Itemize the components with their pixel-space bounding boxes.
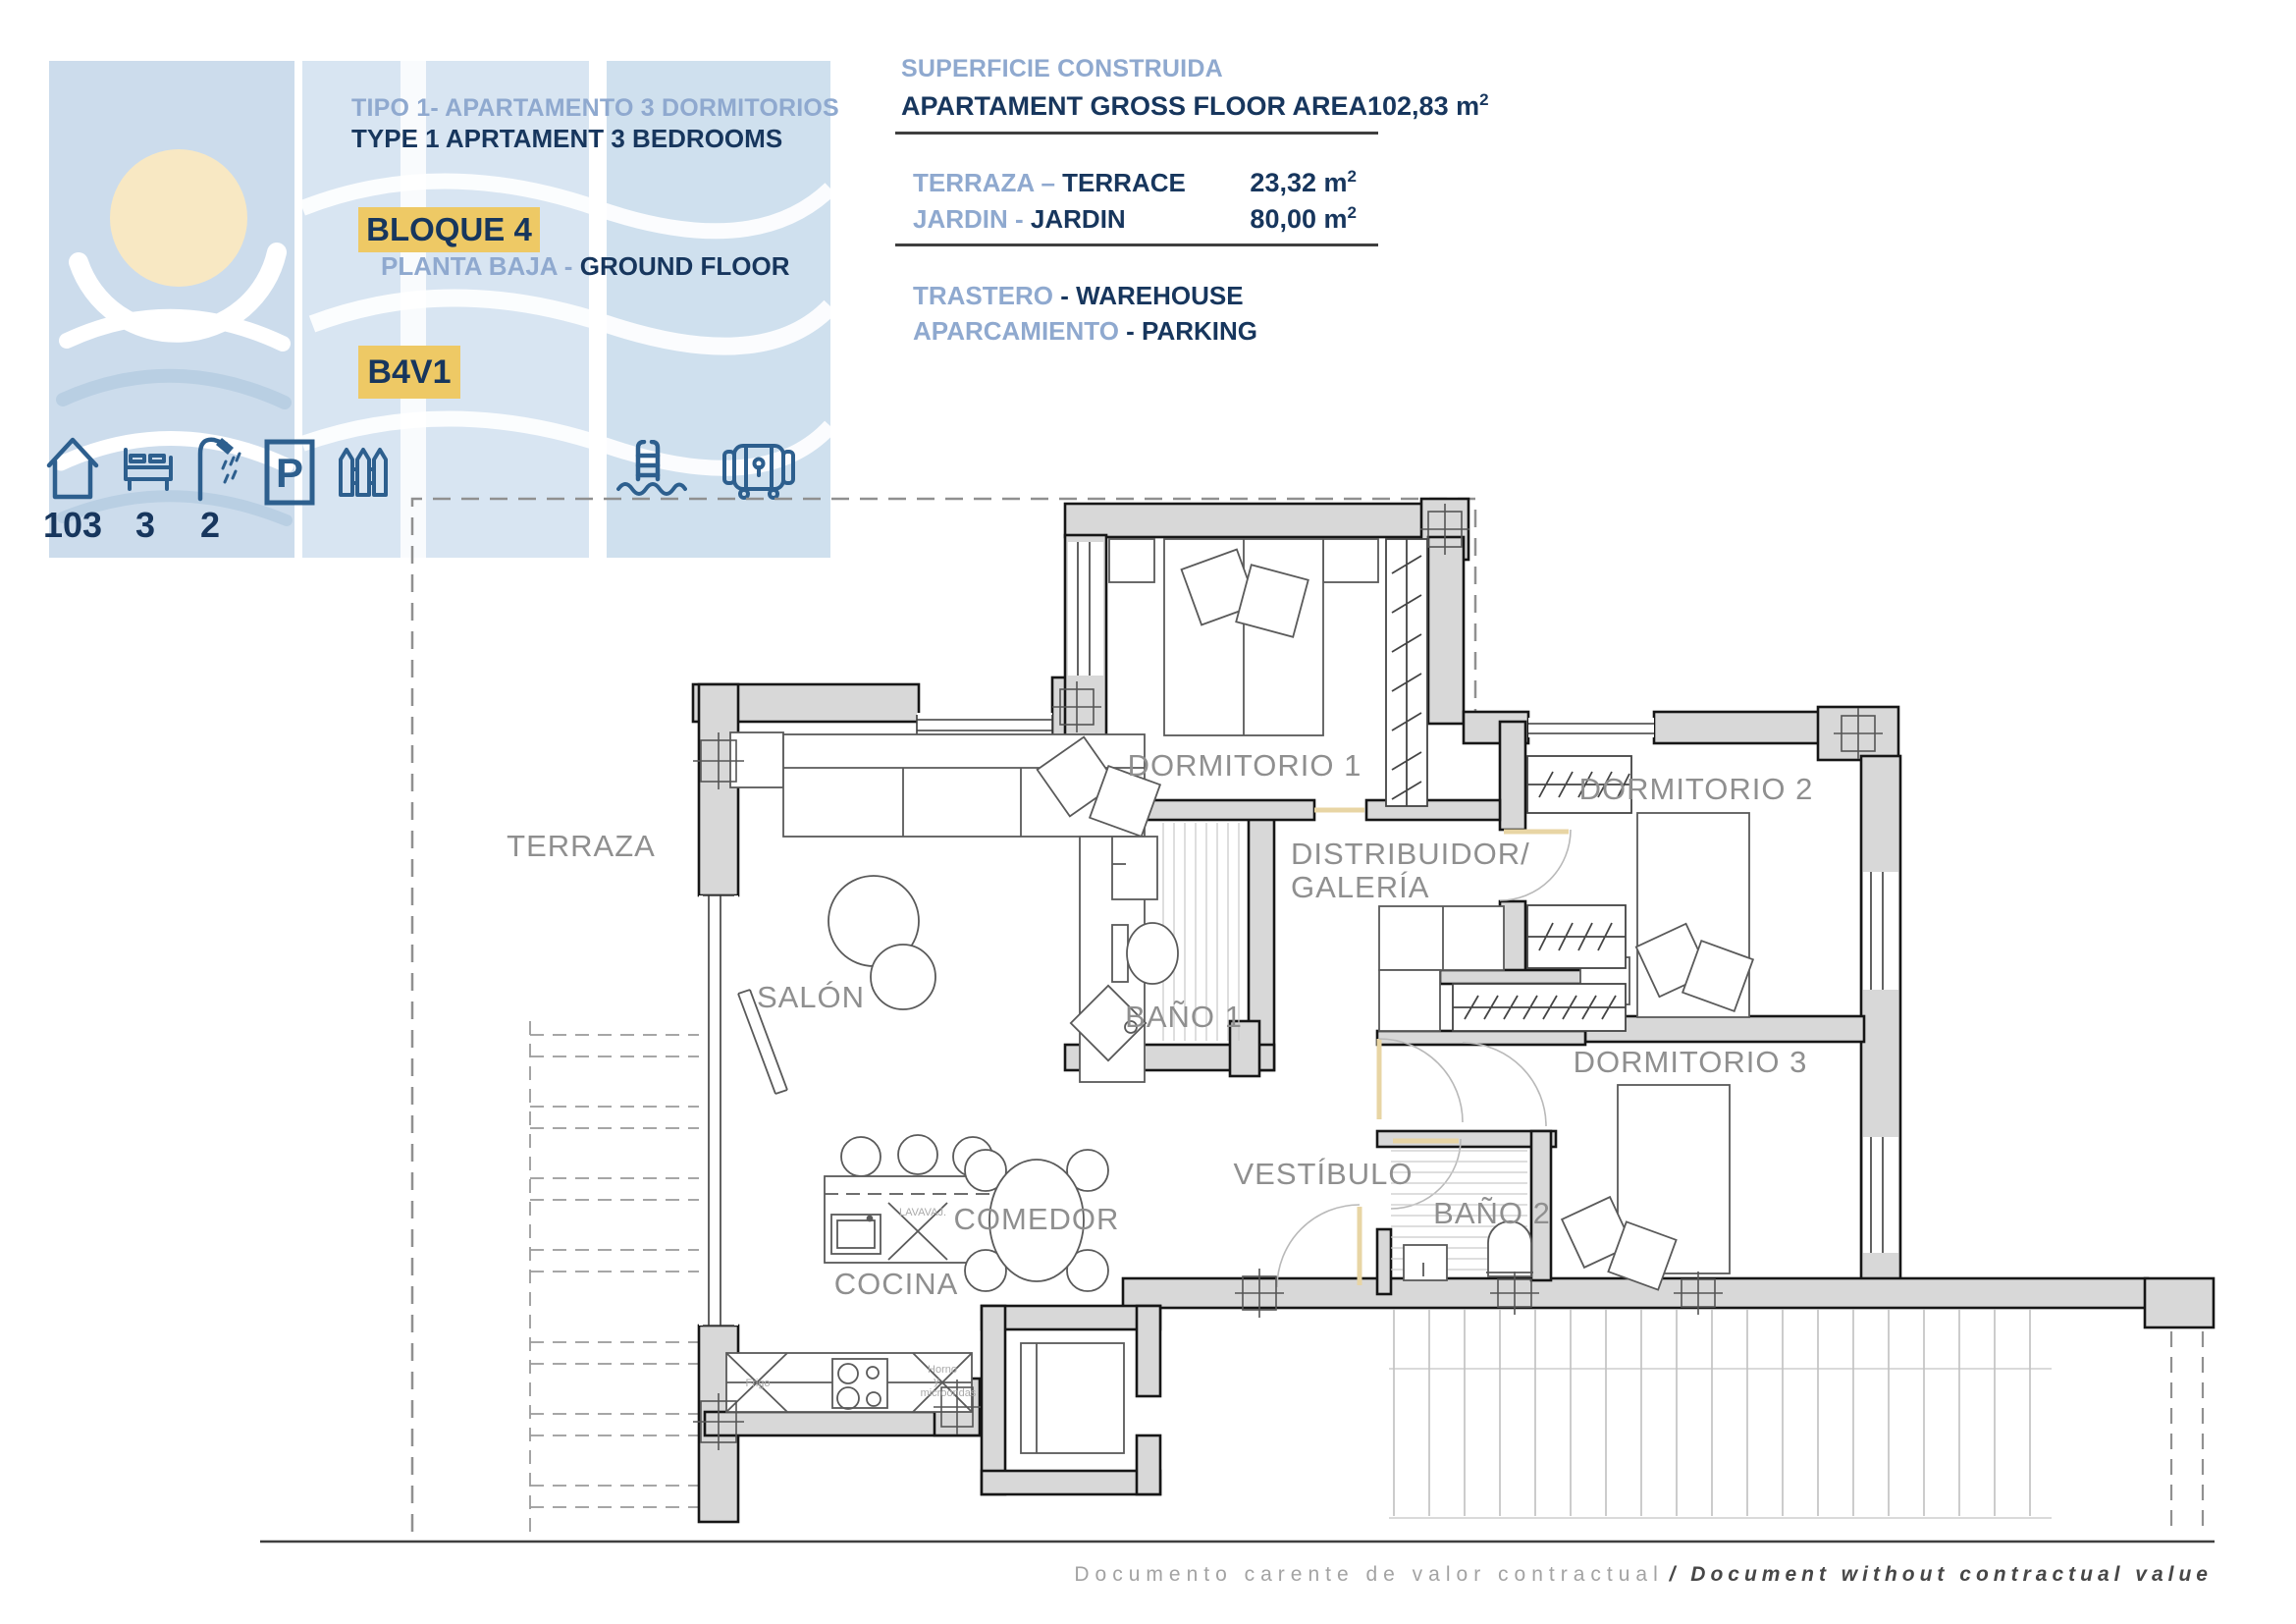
oven-label-2: y bbox=[934, 1376, 939, 1387]
garden-label-en: JARDIN bbox=[1030, 204, 1126, 234]
terrace-area-value: 23,32 $m^2$ bbox=[1250, 167, 1357, 197]
dishwasher-label: LAVAVAJ. bbox=[898, 1207, 947, 1218]
terrace-label-es: TERRAZA – bbox=[913, 168, 1055, 197]
room-label-comedor: COMEDOR bbox=[953, 1202, 1120, 1236]
room-label-bano1: BAÑO 1 bbox=[1125, 1000, 1243, 1034]
garden-area-value: 80,00 $m^2$ bbox=[1250, 203, 1357, 234]
unit-badge-label: B4V1 bbox=[367, 352, 452, 391]
sink-bath1 bbox=[1112, 837, 1157, 899]
stool bbox=[841, 1137, 881, 1176]
gross-floor-area-label: APARTAMENT GROSS FLOOR AREA bbox=[901, 91, 1367, 121]
oven-label-3: microondas bbox=[920, 1387, 977, 1399]
coffee-table-small bbox=[871, 945, 935, 1009]
room-label-galeria: GALERÍA bbox=[1291, 870, 1430, 904]
room-label-bano2: BAÑO 2 bbox=[1433, 1196, 1551, 1230]
room-label-terraza: TERRAZA bbox=[507, 829, 656, 863]
storage-label-en: - WAREHOUSE bbox=[1060, 281, 1244, 310]
disclaimer-es: Documento carente de valor contractual bbox=[1074, 1563, 1664, 1586]
floor-label-en: GROUND FLOOR bbox=[579, 251, 790, 281]
garden-pergola-lines bbox=[530, 1021, 699, 1532]
unit-number-label: 103 bbox=[42, 505, 103, 545]
room-label-distribuidor: DISTRIBUIDOR/ bbox=[1291, 837, 1530, 871]
gross-floor-area-value: 102,83 $m^2$ bbox=[1367, 90, 1489, 121]
disclaimer bbox=[1074, 1563, 2213, 1587]
bedrooms-count-label: 3 bbox=[134, 505, 156, 545]
nightstand bbox=[1109, 539, 1154, 582]
areas-title-es: SUPERFICIE CONSTRUIDA bbox=[901, 55, 1223, 82]
parking-label-en: - PARKING bbox=[1126, 316, 1258, 346]
room-label-dormitorio2: DORMITORIO 2 bbox=[1578, 772, 1814, 806]
fridge-label: Frigo bbox=[745, 1378, 771, 1389]
side-table bbox=[730, 732, 783, 787]
room-label-dormitorio1: DORMITORIO 1 bbox=[1127, 748, 1362, 783]
room-label-vestibulo: VESTÍBULO bbox=[1233, 1157, 1414, 1191]
block-badge-label: BLOQUE 4 bbox=[366, 211, 532, 247]
disclaimer-en: Document without contractual value bbox=[1690, 1563, 2213, 1586]
room-label-dormitorio3: DORMITORIO 3 bbox=[1573, 1045, 1808, 1079]
room-label-cocina: COCINA bbox=[833, 1267, 959, 1301]
hall-cabinet bbox=[1379, 970, 1440, 1031]
svg-text:P: P bbox=[275, 450, 304, 496]
porch-hatch bbox=[1389, 1310, 2052, 1518]
type-title-en: TYPE 1 APRTAMENT 3 BEDROOMS bbox=[351, 124, 783, 153]
garden-label-es: JARDIN - bbox=[913, 204, 1024, 234]
porch-boundary-dashed bbox=[2171, 1331, 2203, 1536]
stool bbox=[898, 1135, 937, 1174]
bathrooms-count-label: 2 bbox=[199, 505, 221, 545]
toilet-tank bbox=[1112, 925, 1128, 982]
disclaimer-separator: / bbox=[1669, 1563, 1681, 1586]
nightstand bbox=[1323, 539, 1378, 582]
toilet-bath1 bbox=[1127, 923, 1178, 984]
oven-label-1: Horno bbox=[928, 1364, 957, 1376]
storage-label-es: TRASTERO bbox=[913, 281, 1053, 310]
type-title-es: TIPO 1- APARTAMENTO 3 DORMITORIOS bbox=[351, 94, 839, 122]
hall-cabinet bbox=[1379, 906, 1504, 970]
floor-label-es: PLANTA BAJA - bbox=[381, 251, 573, 281]
terrace-label-en: TERRACE bbox=[1062, 168, 1186, 197]
room-label-salon: SALÓN bbox=[756, 980, 866, 1014]
sink-bath2 bbox=[1404, 1245, 1447, 1280]
parking-label-es: APARCAMIENTO bbox=[913, 316, 1119, 346]
